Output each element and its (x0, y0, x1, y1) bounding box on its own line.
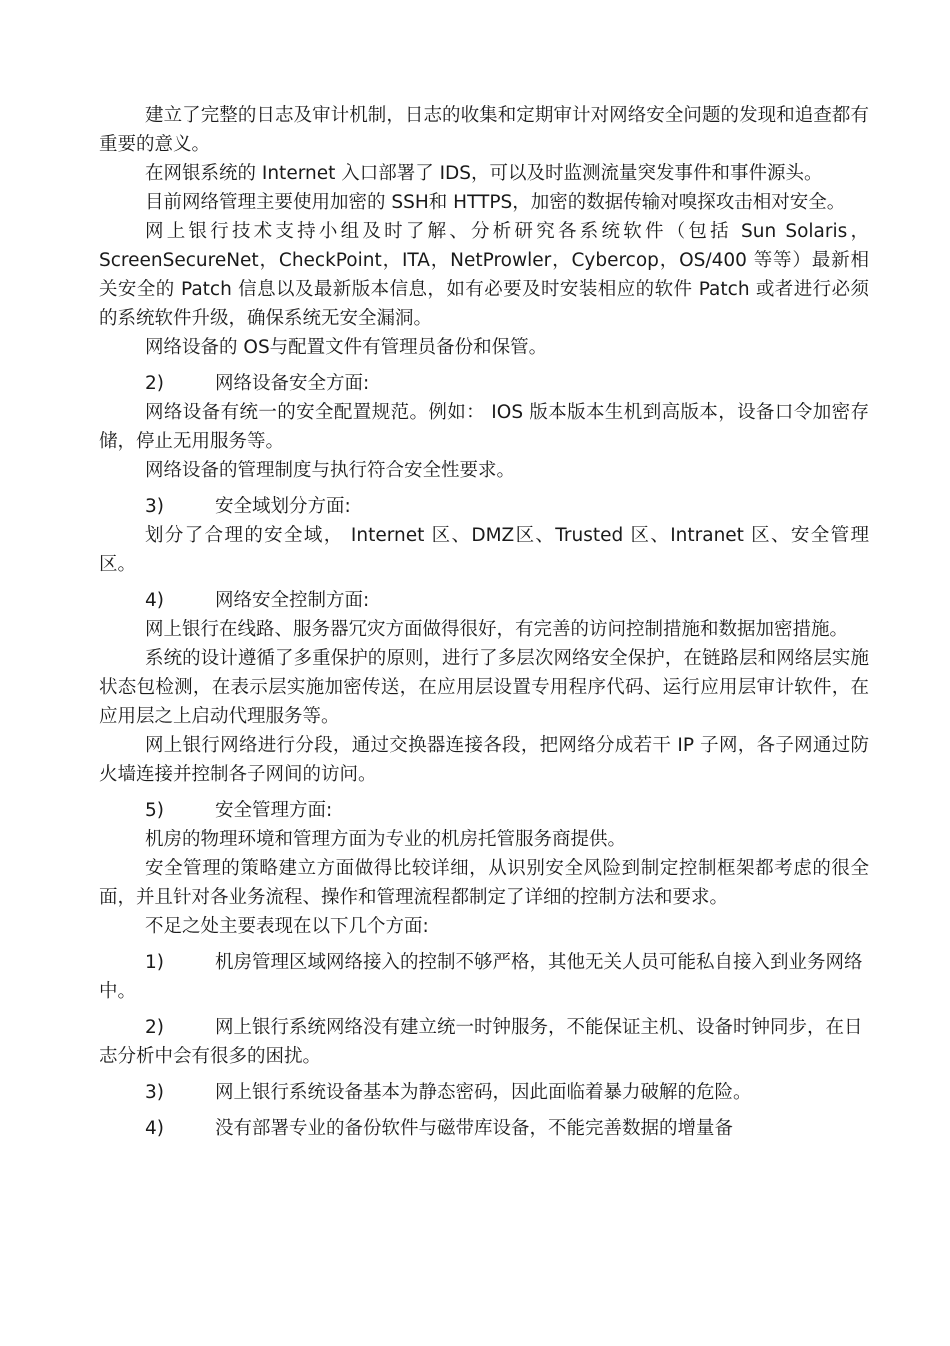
list-number: 2) (145, 1017, 164, 1038)
list-item-shortcoming-2 (99, 1013, 869, 1071)
section-title: 安全管理方面: (215, 800, 333, 821)
section-title: 网络设备安全方面: (215, 373, 370, 394)
paragraph-ids-deployment: 在网银系统的 Internet 入口部署了 IDS，可以及时监测流量突发事件和事件源头。 (145, 163, 823, 184)
list-item-shortcoming-4 (99, 1114, 869, 1143)
document-body (99, 101, 869, 1143)
paragraph-shortcomings-intro: 不足之处主要表现在以下几个方面: (145, 916, 429, 937)
section-number: 2) (145, 373, 164, 394)
paragraph-config-backup: 网络设备的 OS与配置文件有管理员备份和保管。 (145, 337, 548, 358)
paragraph-policy: 安全管理的策略建立方面做得比较详细，从识别安全风险到制定控制框架都考虑的很全面，并且针对各业务流程、操作和管理流程都制定了详细的控制方法和要求。 (99, 858, 869, 908)
section-title: 安全域划分方面: (215, 496, 351, 517)
paragraph-security-zones: 划分了合理的安全域， Internet 区、DMZ区、Trusted 区、Intranet 区、安全管理区。 (99, 525, 869, 575)
list-text: 网上银行系统设备基本为静态密码，因此面临着暴力破解的危险。 (215, 1082, 752, 1103)
paragraph-patch-management: 网上银行技术支持小组及时了解、分析研究各系统软件（包括 Sun Solaris，ScreenSecureNet，CheckPoint，ITA，NetProwler，Cybercop，OS/400 等等）最新相关安全的 Patch 信息以及最新版本信息，如有必要及时安装相应的软件 Patch 或者进行必须的系统软件升级，确保系统无安全漏洞。 (99, 221, 869, 329)
paragraph-redundancy: 网上银行在线路、服务器冗灾方面做得很好，有完善的访问控制措施和数据加密措施。 (145, 619, 849, 640)
paragraph-segmentation: 网上银行网络进行分段，通过交换器连接各段，把网络分成若干 IP 子网，各子网通过防火墙连接并控制各子网间的访问。 (99, 735, 869, 785)
paragraph-audit-mechanism: 建立了完整的日志及审计机制，日志的收集和定期审计对网络安全问题的发现和追查都有重要的意义。 (99, 105, 869, 155)
list-text: 网上银行系统网络没有建立统一时钟服务，不能保证主机、设备时钟同步，在日志分析中会有很多的困扰。 (99, 1017, 863, 1067)
paragraph-physical-environment: 机房的物理环境和管理方面为专业的机房托管服务商提供。 (145, 829, 627, 850)
list-text: 机房管理区域网络接入的控制不够严格，其他无关人员可能私自接入到业务网络中。 (99, 952, 863, 1002)
section-heading-network-control (99, 586, 869, 615)
section-heading-security-zone (99, 492, 869, 521)
paragraph-encrypted-management: 目前网络管理主要使用加密的 SSH和 HTTPS，加密的数据传输对嗅探攻击相对安全。 (145, 192, 846, 213)
paragraph-device-management: 网络设备的管理制度与执行符合安全性要求。 (145, 460, 516, 481)
list-item-shortcoming-3 (99, 1078, 869, 1107)
section-number: 5) (145, 800, 164, 821)
list-number: 3) (145, 1082, 164, 1103)
section-number: 4) (145, 590, 164, 611)
section-heading-security-management (99, 796, 869, 825)
paragraph-device-config-standard: 网络设备有统一的安全配置规范。例如： IOS 版本版本生机到高版本，设备口令加密存储，停止无用服务等。 (99, 402, 869, 452)
list-text: 没有部署专业的备份软件与磁带库设备，不能完善数据的增量备 (215, 1118, 734, 1139)
list-number: 4) (145, 1118, 164, 1139)
paragraph-multilayer-protection: 系统的设计遵循了多重保护的原则，进行了多层次网络安全保护，在链路层和网络层实施状态包检测，在表示层实施加密传送，在应用层设置专用程序代码、运行应用层审计软件，在应用层之上启动代理服务等。 (99, 648, 869, 727)
section-heading-network-device (99, 369, 869, 398)
list-item-shortcoming-1 (99, 948, 869, 1006)
section-title: 网络安全控制方面: (215, 590, 370, 611)
list-number: 1) (145, 952, 164, 973)
section-number: 3) (145, 496, 164, 517)
